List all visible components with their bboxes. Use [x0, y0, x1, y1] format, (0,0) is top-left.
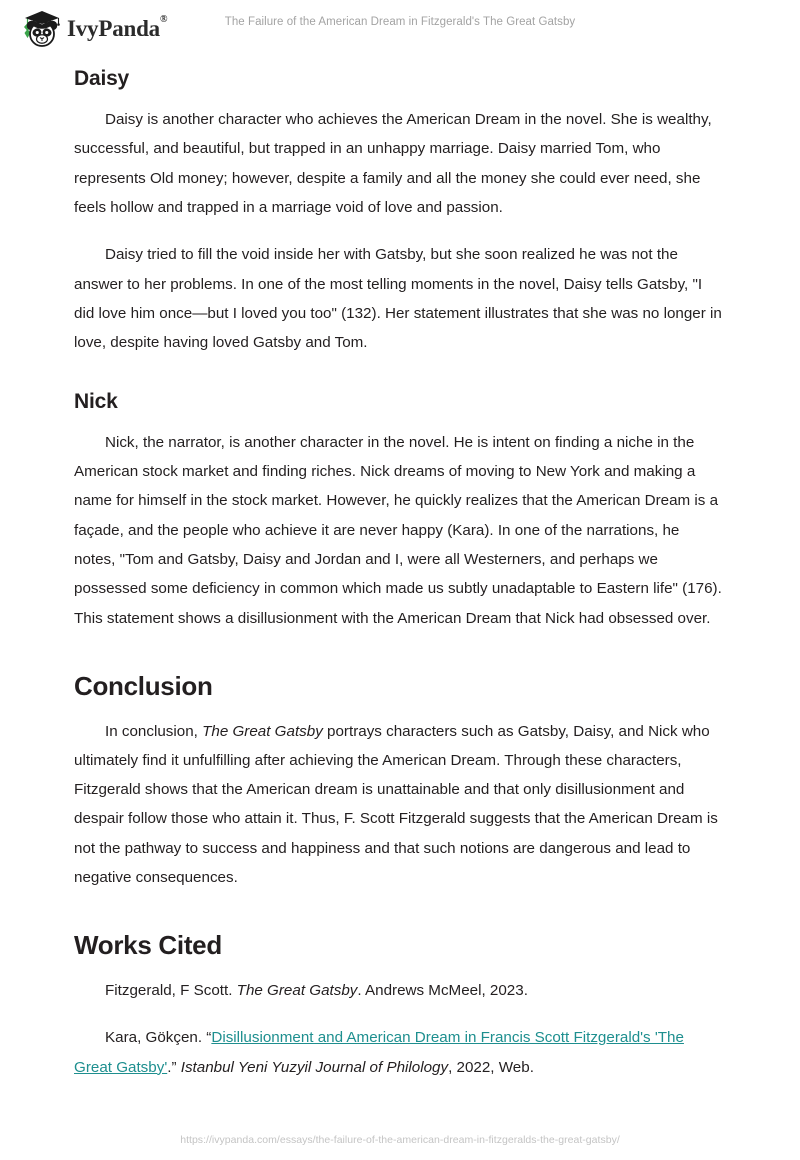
page-footer [0, 1130, 800, 1148]
brand-name-text: IvyPanda [67, 16, 160, 41]
heading-works-cited: Works Cited [74, 930, 222, 961]
heading-conclusion: Conclusion [74, 670, 213, 701]
text-run: In conclusion, [105, 722, 203, 740]
brand-logo-link[interactable] [18, 9, 167, 49]
section-daisy [74, 66, 724, 358]
heading-daisy: Daisy [74, 67, 130, 90]
document-title-header: The Failure of the American Dream in Fitzgerald's The Great Gatsby [224, 16, 576, 28]
source-url-link[interactable]: https://ivypanda.com/essays/the-failure-of-the-american-dream-in-fitzgeralds-the-great-gatsby/ [180, 1134, 620, 1146]
text-run: Fitzgerald, F Scott. [105, 982, 237, 1000]
text-run: .” [167, 1058, 181, 1076]
section-conclusion [74, 671, 724, 893]
paragraph-conclusion [74, 717, 724, 893]
italic-title: Istanbul Yeni Yuzyil Journal of Philology [180, 1058, 449, 1076]
ivypanda-panda-logo-icon [18, 9, 60, 49]
document-body [74, 66, 724, 1100]
citation-kara [74, 1023, 724, 1082]
italic-title: The Great Gatsby [236, 982, 358, 1000]
text-run: . Andrews McMeel, 2023. [357, 982, 528, 1000]
registered-trademark-icon: ® [159, 14, 168, 26]
text-run: Kara, Gökçen. “ [105, 1029, 212, 1047]
paragraph-daisy-2: Daisy tried to fill the void inside her with Gatsby, but she soon realized he was not the answer to her problems. In one of the most telling moments in the novel, Daisy tells Gatsby, "I did love him once—but I loved you too" (132). Her statement illustrates that she was no longer in love, despite having loved Gatsby and Tom. [74, 246, 722, 352]
page-header [0, 0, 800, 56]
citation-fitzgerald [74, 976, 724, 1005]
text-run: portrays characters such as Gatsby, Daisy, and Nick who ultimately find it unfulfilling after achieving the American Dream. Through these characters, Fitzgerald shows that the American dream is unattainable and that only disillusionment and despair follow those who attain it. Thus, F. Scott Fitzgerald suggests that the American Dream is not the pathway to success and happiness and that such notions are dangerous and lead to negative consequences. [74, 722, 718, 887]
section-nick [74, 389, 724, 633]
text-run: , 2022, Web. [448, 1058, 534, 1076]
heading-nick: Nick [74, 389, 118, 413]
reference-link[interactable]: Disillusionment and American Dream in Francis Scott Fitzgerald's 'The Great Gatsby' [74, 1029, 684, 1076]
section-works-cited [74, 930, 724, 1082]
paragraph-daisy-1: Daisy is another character who achieves the American Dream in the novel. She is wealthy, successful, and beautiful, but trapped in an unhappy marriage. Daisy married Tom, who represents Old money; however, despite a family and all the money she could ever need, she feels hollow and trapped in a marriage void of love and passion. [74, 111, 712, 217]
italic-title: The Great Gatsby [202, 722, 323, 740]
paragraph-nick-1: Nick, the narrator, is another character in the novel. He is intent on finding a niche in the American stock market and finding riches. Nick dreams of moving to New York and making a name for himself in the stock market. However, he quickly realizes that the American Dream is a façade, and the people who achieve it are never happy (Kara). In one of the narrations, he notes, "Tom and Gatsby, Daisy and Jordan and I, were all Westerners, and perhaps we possessed some deficiency in common which made us subtly unadaptable to Eastern life" (176). This statement shows a disillusionment with the American Dream that Nick had obsessed over. [74, 433, 722, 627]
